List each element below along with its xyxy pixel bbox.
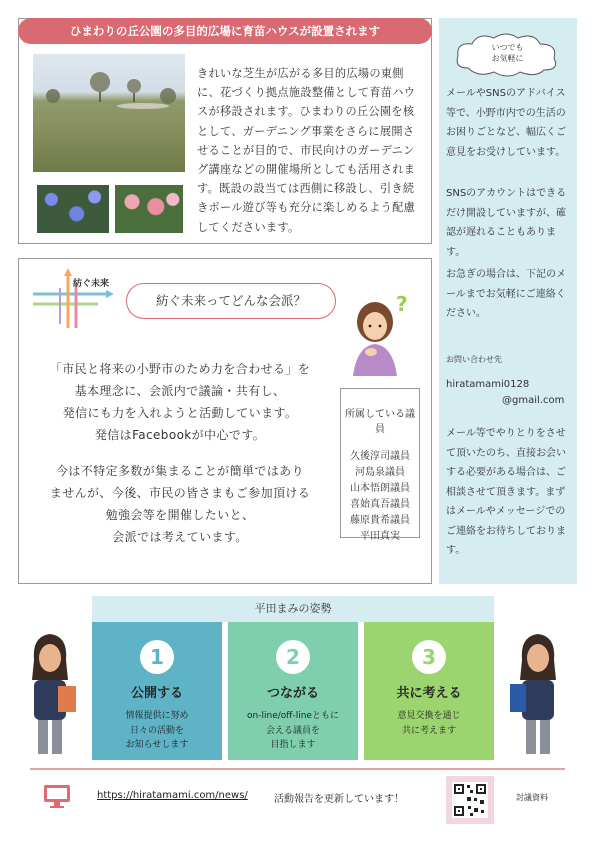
footer-message: 活動報告を更新しています！ [274, 794, 404, 805]
sidebar-para3: お急ぎの場合は、下記のメールまでお気軽にご連絡ください。 [446, 269, 566, 319]
policy-heading: 平田まみの姿勢 [92, 596, 494, 622]
member-item: 久後淳司議員 [350, 451, 410, 462]
footer-note: 討議資料 [516, 793, 548, 802]
question-mark-icon: ? [396, 292, 408, 316]
news-title: ひまわりの丘公園の多目的広場に育苗ハウスが設置されます [18, 18, 432, 44]
avatar-right [508, 630, 568, 758]
nemophila-photo [37, 185, 109, 233]
email-domain[interactable]: @gmail.com [502, 395, 565, 406]
faction-question-bubble: 紡ぐ未来ってどんな会派？ [126, 283, 336, 319]
contact-label: お問い合わせ先 [446, 355, 502, 364]
footer-divider [30, 768, 565, 770]
cloud-line1: いつでも [491, 43, 524, 52]
card-title: 共に考える [396, 686, 462, 701]
policy-card-3: 3 共に考える 意見交換を通じ 共に考えます [364, 622, 494, 760]
monitor-icon [42, 782, 72, 810]
member-item: 平田真実 [360, 531, 400, 542]
tulip-photo [115, 185, 183, 233]
members-title: 所属している議員 [345, 409, 415, 435]
sidebar-para4: メール等でやりとりをさせて頂いたのち、直接お会いする必要がある場合は、ご相談させて頂きます。まずはメールやメッセージでのご連絡をお待ちしております。 [446, 428, 566, 556]
qr-code[interactable] [446, 776, 494, 824]
sidebar-para2: SNSのアカウントはできるだけ開設していますが、確認が遅れることもあります。 [446, 188, 567, 258]
member-item: 藤原貴希議員 [350, 515, 410, 526]
logo-label: 紡ぐ未来 [73, 279, 110, 289]
news-body: きれいな芝生が広がる多目的広場の東側に、花づくり拠点施設整備として育苗ハウスが移設されます。ひまわりの丘公園を核として、ガーデニング事業をさらに展開させることが目的で、市民向けのガーデニング講座などの開催場所としても活用されます。既設の設当ては西側に移設し、引き続きボール遊び等も充分に楽しめるよう配慮してくださいます。 [197, 67, 416, 234]
member-item: 山本悟朗議員 [350, 483, 410, 494]
sidebar-para1: メールやSNSのアドバイス等で、小野市内での生活のお困りごとなど、幅広くご意見をお受けしています。 [446, 88, 566, 158]
cloud-line2: お気軽に [491, 54, 524, 63]
faction-body: 「市民と将来の小野市のため力を合わせる」を 基本理念に、会派内で議論・共有し、 発信にも力を入れようと活動しています。 発信はFacebookが中心です。 今は不特定多数が集まることが簡単ではあり ませんが、今後、市民の皆さまもご参加頂ける 勉強会等を開催したいと、 会派では考えています。 [49, 362, 311, 544]
members-box [340, 388, 420, 542]
policy-card-2: 2 つながる on-line/off-lineともに 会える議員を 目指します [228, 622, 358, 760]
news-link[interactable]: https://hiratamami.com/news/ [97, 790, 248, 801]
card-title: 公開する [130, 686, 183, 701]
card-number: 1 [140, 640, 174, 674]
card-title: つながる [266, 686, 319, 701]
card-number: 2 [276, 640, 310, 674]
cloud-badge [450, 30, 565, 80]
email-user[interactable]: hiratamami0128 [446, 379, 530, 390]
policy-card-1: 1 公開する 情報提供に努め 日々の活動を お知らせします [92, 622, 222, 760]
member-item: 河島泉議員 [355, 467, 405, 478]
member-item: 喜始真吾議員 [350, 499, 410, 510]
card-number: 3 [412, 640, 446, 674]
avatar-left [20, 630, 80, 758]
park-lawn-photo [33, 54, 185, 172]
